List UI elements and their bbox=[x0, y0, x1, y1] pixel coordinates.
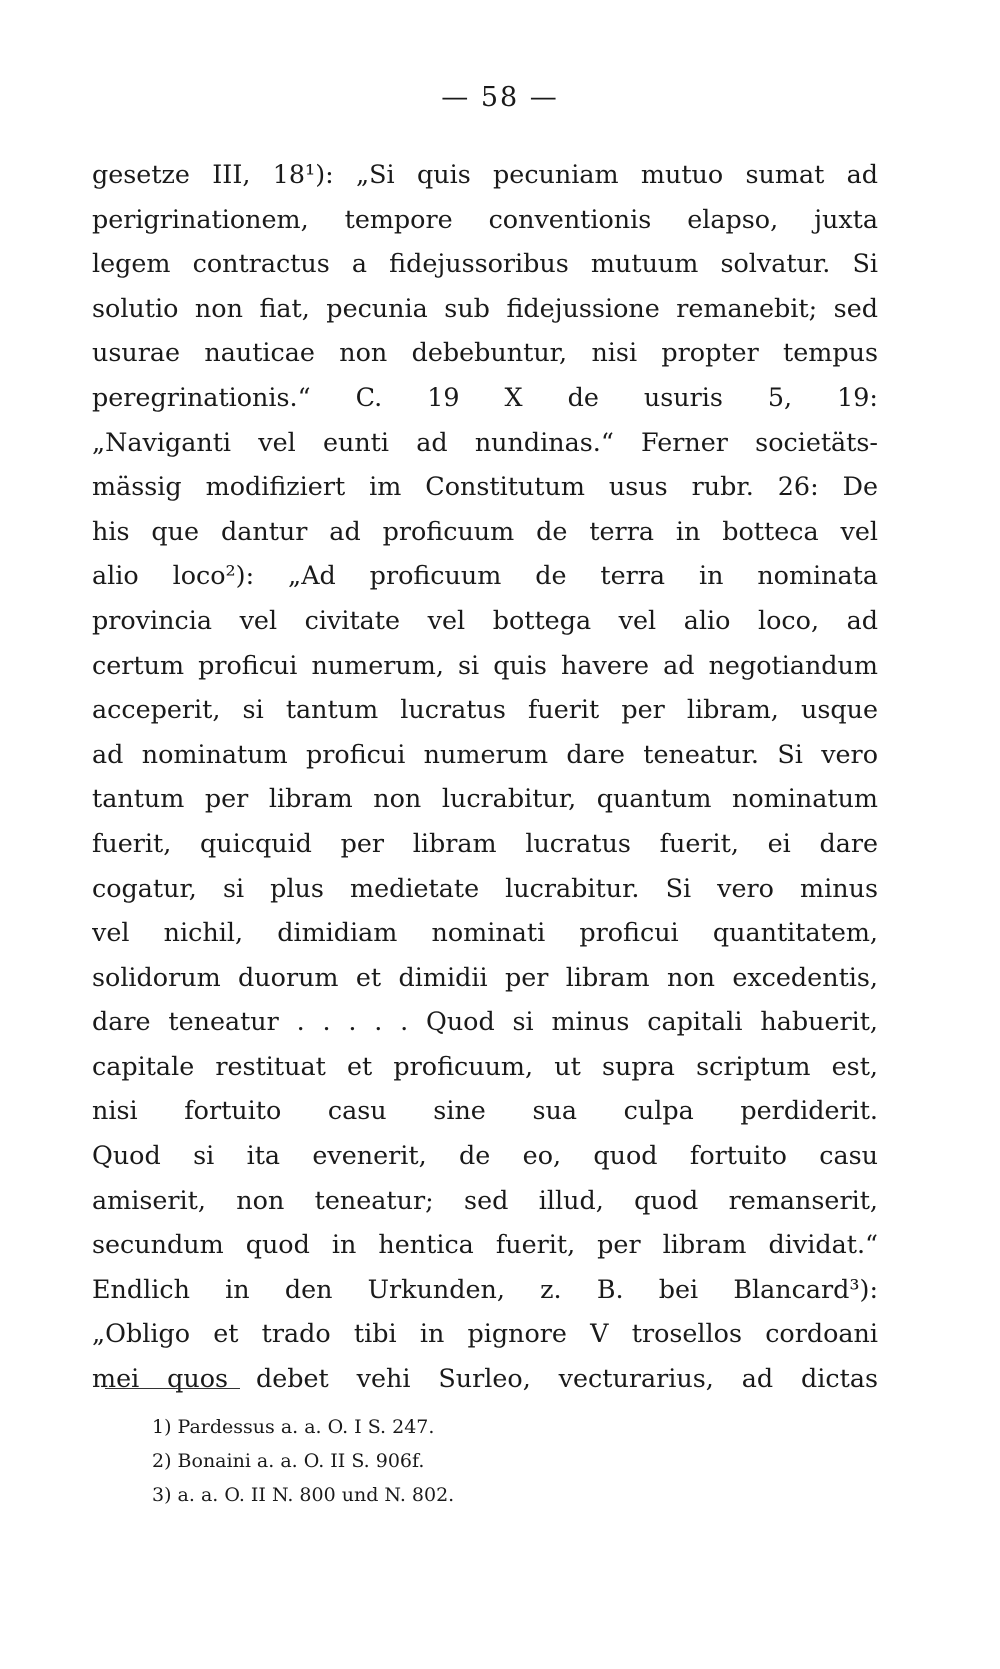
text-line: solutio non fiat, pecunia sub fidejussione remanebit; sed bbox=[92, 292, 878, 323]
text-line: ad nominatum proficui numerum dare teneatur. Si vero bbox=[92, 738, 878, 769]
text-line: provincia vel civitate vel bottega vel alio loco, ad bbox=[92, 604, 878, 635]
text-line: Endlich in den Urkunden, z. B. bei Blancard³): bbox=[92, 1273, 878, 1304]
text-line: his que dantur ad proficuum de terra in botteca vel bbox=[92, 515, 878, 546]
text-line: tantum per libram non lucrabitur, quantum nominatum bbox=[92, 783, 878, 814]
text-line: vel nichil, dimidiam nominati proficui quantitatem, bbox=[92, 917, 878, 948]
text-line: solidorum duorum et dimidii per libram non excedentis, bbox=[92, 961, 878, 992]
text-line: acceperit, si tantum lucratus fuerit per libram, usque bbox=[92, 694, 878, 725]
text-line: certum proficui numerum, si quis havere ad negotiandum bbox=[92, 649, 878, 680]
text-line: mei quos debet vehi Surleo, vecturarius, ad dictas bbox=[92, 1363, 878, 1394]
footnote-separator bbox=[105, 1388, 240, 1389]
text-line: cogatur, si plus medietate lucrabitur. Si vero minus bbox=[92, 872, 878, 903]
text-line: legem contractus a fidejussoribus mutuum solvatur. Si bbox=[92, 248, 878, 279]
footnote-1: 1) Pardessus a. a. O. I S. 247. bbox=[152, 1416, 435, 1438]
text-line: fuerit, quicquid per libram lucratus fuerit, ei dare bbox=[92, 827, 878, 858]
body-text bbox=[92, 152, 878, 1401]
text-line: gesetze III, 18¹): „Si quis pecuniam mutuo sumat ad bbox=[92, 159, 878, 189]
text-line: secundum quod in hentica fuerit, per libram dividat.“ bbox=[92, 1229, 878, 1260]
text-line: peregrinationis.“ C. 19 X de usuris 5, 19: bbox=[92, 381, 878, 412]
text-line: capitale restituat et proficuum, ut supra scriptum est, bbox=[92, 1050, 878, 1081]
text-line: mässig modifiziert im Constitutum usus rubr. 26: De bbox=[92, 471, 878, 502]
text-line: „Obligo et trado tibi in pignore V trosellos cordoani bbox=[92, 1318, 878, 1349]
page-number: — 58 — bbox=[441, 82, 559, 113]
footnote-3: 3) a. a. O. II N. 800 und N. 802. bbox=[152, 1484, 455, 1506]
text-line: perigrinationem, tempore conventionis elapso, juxta bbox=[92, 203, 878, 234]
text-line: usurae nauticae non debebuntur, nisi propter tempus bbox=[92, 337, 878, 368]
text-line: nisi fortuito casu sine sua culpa perdiderit. bbox=[92, 1095, 878, 1126]
footnotes bbox=[152, 1410, 454, 1512]
text-line: „Naviganti vel eunti ad nundinas.“ Ferner societäts- bbox=[92, 426, 878, 457]
text-line: amiserit, non teneatur; sed illud, quod remanserit, bbox=[92, 1184, 878, 1215]
text-line: dare teneatur . . . . . Quod si minus capitali habuerit, bbox=[92, 1006, 878, 1037]
footnote-2: 2) Bonaini a. a. O. II S. 906f. bbox=[152, 1450, 425, 1472]
text-line: alio loco²): „Ad proficuum de terra in nominata bbox=[92, 560, 878, 591]
text-line: Quod si ita evenerit, de eo, quod fortuito casu bbox=[92, 1140, 878, 1171]
